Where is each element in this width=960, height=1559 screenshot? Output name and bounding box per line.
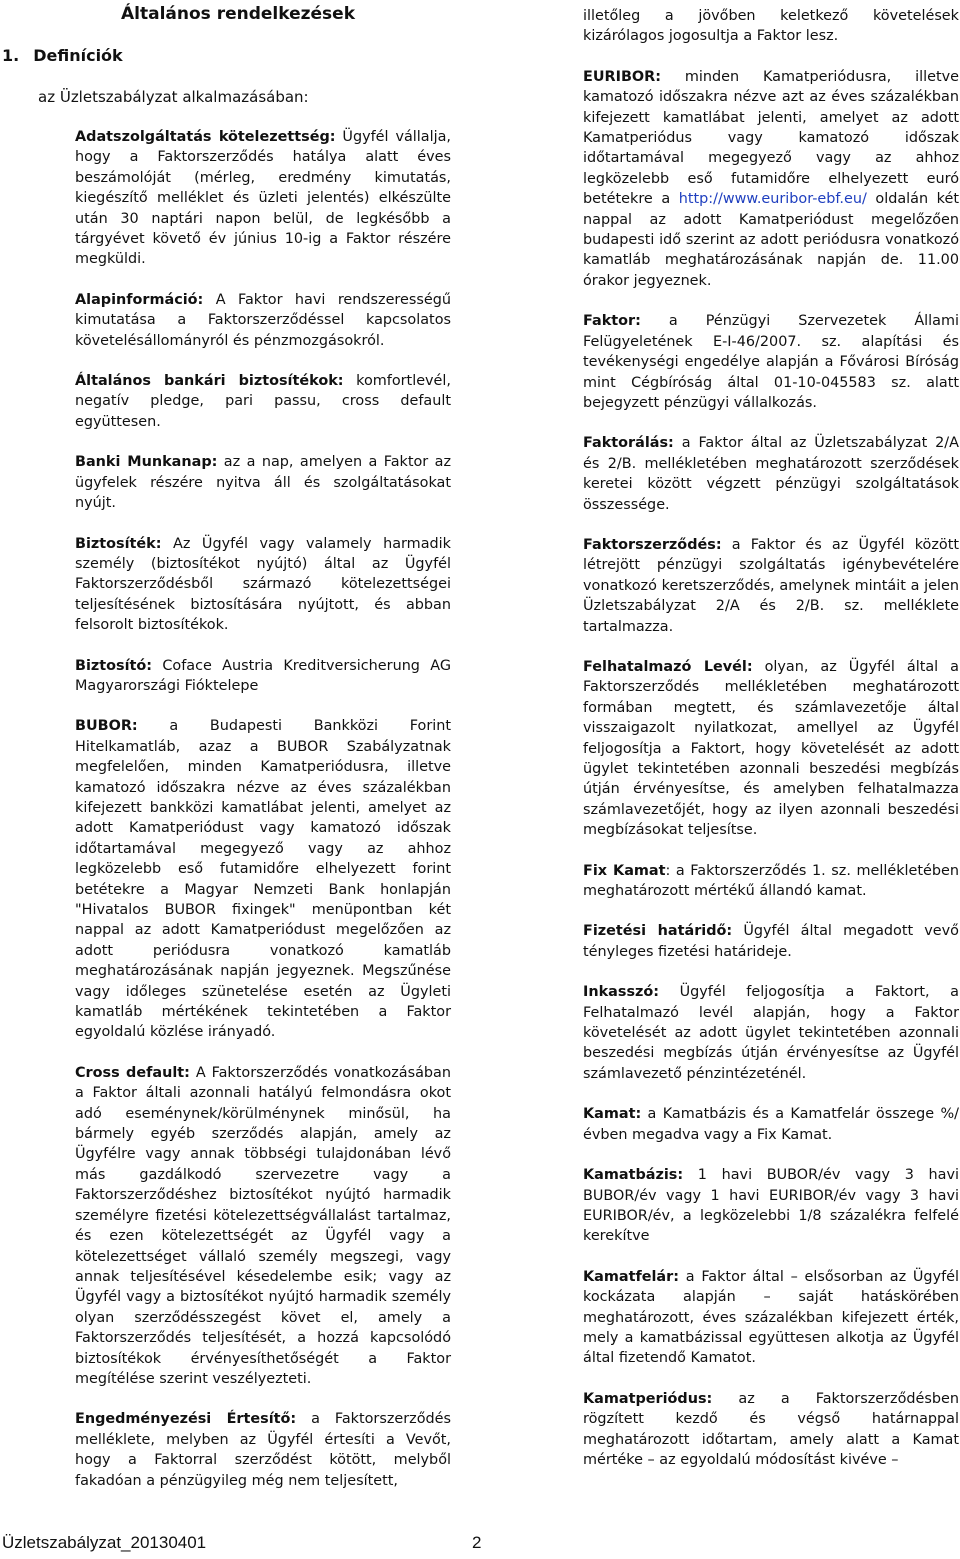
definition-paragraph (75, 656, 451, 697)
definition-text: Ügyfél vállalja, hogy a Faktorszerződés hatálya alatt éves beszámolóját (mérleg, eredmény kimutatás, kiegészítő melléklet és üzleti jelentés) elkészülte után 30 naptári napon belül, de legkésőbb a tárgyévet követő év június 10-ig a Faktor részére megküldi. (75, 129, 451, 268)
definition-text: Ügyfél feljogosítja a Faktort, a Felhatalmazó levél alapján, hogy a Faktor követelését az adott ügylet tekintetében azonnali beszedési megbízás útján érvényesítse az Ügyfél számlavezető pénzintézeténél. (583, 984, 959, 1082)
definition-paragraph (583, 67, 959, 291)
definition-text: a Faktor által az Üzletszabályzat 2/A és 2/B. mellékletében meghatározott szerződések keretei között végzett pénzügyi szolgáltatások összessége. (583, 435, 959, 513)
definition-text: A Faktor havi rendszerességű kimutatása a Faktorszerződéssel kapcsolatos követelésállományról és pénzmozgásokról. (75, 291, 451, 349)
definition-paragraph (583, 311, 959, 413)
definition-text: a Faktor és az Ügyfél között létrejött pénzügyi szolgáltatás igénybevételére vonatkozó keretszerződés, amelynek mintáit a jelen Üzletszabályzat 2/A és 2/B. sz. melléklete tartalmazza. (583, 536, 959, 635)
definition-text: : a Faktorszerződés 1. sz. mellékletében meghatározott mértékű állandó kamat. (583, 862, 959, 900)
definition-text: minden Kamatperiódusra, illetve kamatozó időszakra nézve azt az éves százalékban kifejezett kamatlábat jelenti, amelyet az adott Kamatperiódus vagy kamatozó időszak időtartamával megegyező vagy az ahhoz legközelebb eső futamidőre elhelyezett euró betétekre a (583, 68, 959, 208)
definition-paragraph (583, 433, 959, 515)
definition-term: Általános bankári biztosítékok: (75, 373, 344, 390)
section-heading (2, 46, 123, 65)
definition-term: Kamatbázis: (583, 1167, 684, 1184)
continuation-paragraph: illetőleg a jövőben keletkező követelések kizárólagos jogosultja a Faktor lesz. (583, 8, 959, 45)
left-column (75, 127, 451, 1491)
definition-text: Coface Austria Kreditversicherung AG Magyarországi Fióktelepe (75, 657, 451, 694)
definition-term: Banki Munkanap: (75, 454, 218, 471)
definition-term: Fizetési határidő: (583, 923, 733, 940)
definition-term: Felhatalmazó Levél: (583, 658, 753, 675)
definition-paragraph (75, 716, 451, 1043)
definition-text: olyan, az Ügyfél által a Faktorszerződés mellékletében meghatározott formában megtett, és számlavezetője által visszaigazolt nyilatkozat, amellyel az Ügyfél feljogosítja a Faktort, hogy követelését az adott ügylet tekintetében azonnali beszedési megbízás útján érvényesítse, és amelyben felhatalmazza számlavezetőjét, hogy az ilyen azonnali beszedési megbízásokat teljesítse. (583, 658, 960, 839)
definition-paragraph (75, 1063, 451, 1390)
definition-text: a Faktor által – elsősorban az Ügyfél kockázata alapján – saját hatáskörében meghatározott, éves százalékban kifejezett érték, mely a kamatbázissal együttesen alkotja az Ügyfél által fizetendő Kamatot. (583, 1268, 959, 1367)
definition-text: 1 havi BUBOR/év vagy 3 havi BUBOR/év vagy 1 havi EURIBOR/év vagy 3 havi EURIBOR/év, a legközelebbi 1/8 százalékra felfelé kerekítve (583, 1167, 959, 1245)
definition-paragraph (583, 1104, 959, 1145)
definition-text: az a Faktorszerződésben rögzített kezdő és végső határnappal meghatározott időtartam, amely alatt a Kamat mértéke – az egyoldalú módosítást kivéve – (583, 1390, 959, 1468)
definition-term: BUBOR: (75, 718, 138, 735)
euribor-link[interactable]: http://www.euribor-ebf.eu/ (678, 191, 867, 208)
definition-term: Cross default: (75, 1064, 190, 1081)
definition-paragraph (75, 1409, 451, 1491)
definition-paragraph (75, 290, 451, 351)
definition-paragraph (583, 982, 959, 1084)
footer-document-id: Üzletszabályzat_20130401 (2, 1533, 207, 1552)
definition-paragraph (75, 127, 451, 270)
definition-term: Inkasszó: (583, 984, 660, 1001)
definition-term: Kamatfelár: (583, 1268, 679, 1285)
definition-term: Engedményezési Értesítő: (75, 1411, 297, 1428)
definition-text: Ügyfél által megadott vevő tényleges fizetési határideje. (583, 923, 959, 960)
section-number: 1. (2, 46, 20, 65)
definition-paragraph (583, 861, 959, 902)
definition-paragraph (583, 657, 959, 841)
definition-paragraph (583, 1389, 959, 1471)
section-title: Definíciók (33, 46, 123, 65)
definition-term: Biztosító: (75, 657, 153, 674)
definition-paragraph (583, 1267, 959, 1369)
definition-term: Biztosíték: (75, 535, 162, 552)
page-number: 2 (472, 1533, 482, 1552)
definition-paragraph (75, 534, 451, 636)
definition-term: Alapinformáció: (75, 291, 204, 308)
intro-text: az Üzletszabályzat alkalmazásában: (38, 88, 309, 106)
definition-text: az a nap, amelyen a Faktor az ügyfelek részére nyitva áll és szolgáltatásokat nyújt. (75, 454, 451, 512)
definition-term: Kamatperiódus: (583, 1390, 713, 1407)
definition-term: EURIBOR: (583, 68, 661, 85)
definition-text: komfortlevél, negatív pledge, pari passu, cross default együttesen. (75, 373, 451, 430)
document-heading: Általános rendelkezések (121, 4, 355, 24)
definition-text: A Faktorszerződés vonatkozásában a Faktor általi azonnali hatályú felmondásra okot adó eseménynek/körülménynek minősül, ha bármely egyéb szerződés alapján, amely az Ügyfélre vagy annak többségi tulajdonában lévő más gazdálkodó szervezetre vagy a Faktorszerződéshez biztosítékot nyújtó harmadik személyre fizetési kötelezettségvállalást tartalmaz, és ezen kötelezettségét az Ügyfél vagy a kötelezettséget vállaló személy megszegi, vagy annak teljesítésével késedelembe esik; vagy az Ügyfél vagy a biztosítékot nyújtó harmadik személy olyan szerződésszegést követ el, amely a Faktorszerződés teljesítését, a hozzá kapcsolódó biztosítékok érvényesíthetőségét a Faktor megítélése szerint veszélyezteti. (75, 1064, 452, 1387)
definition-term: Fix Kamat (583, 862, 666, 879)
definition-text: a Kamatbázis és a Kamatfelár összege %/évben megadva vagy a Fix Kamat. (583, 1106, 959, 1143)
definition-text: a Faktorszerződés melléklete, melyben az Ügyfél értesíti a Vevőt, hogy a Faktorral szerződést kötött, melyből fakadóan a pénzügyileg még nem teljesített, (75, 1411, 451, 1489)
definition-paragraph (75, 452, 451, 513)
definition-paragraph (583, 1165, 959, 1247)
definition-term: Kamat: (583, 1106, 642, 1123)
definition-term: Faktor: (583, 313, 641, 330)
definition-term: Faktorálás: (583, 435, 674, 452)
definition-paragraph (583, 921, 959, 962)
definition-text: Az Ügyfél vagy valamely harmadik személy (biztosítékot nyújtó) által az Ügyfél Faktorszerződésből származó kötelezettségei teljesítésének biztosítására nyújtott, és abban felsorolt biztosítékok. (75, 535, 451, 634)
definition-term: Faktorszerződés: (583, 536, 722, 553)
definition-text: a Pénzügyi Szervezetek Állami Felügyeletének E-I-46/2007. sz. alapítási és tevékenységi engedélye alapján a Fővárosi Bíróság mint Cégbíróság által 01-10-045583 sz. alatt bejegyzett pénzügyi vállalkozás. (583, 313, 959, 411)
definition-paragraph (75, 371, 451, 432)
right-column (583, 6, 959, 1470)
definition-term: Adatszolgáltatás kötelezettség: (75, 129, 336, 145)
definition-paragraph (583, 535, 959, 637)
definition-text: a Budapesti Bankközi Forint Hitelkamatláb, azaz a BUBOR Szabályzatnak megfelelően, minden Kamatperiódusra, illetve kamatozó időszakra nézve az éves százalékban kifejezett bankközi kamatlábat jelenti, amelyet az adott Kamatperiódust vagy kamatozó időszak időtartamával megegyező vagy az ahhoz legközelebb eső futamidőre elhelyezett forint betétekre a Magyar Nemzeti Bank honlapján "Hivatalos BUBOR fixingek" menüpontban két nappal az adott Kamatperiódust megelőzően az adott periódusra vonatkozó kamatláb meghatározásának napján jegyeznek. Megszűnése vagy időleges szünetelése esetén az Ügyleti kamatláb mértékének tekintetében a Faktor egyoldalú közlése irányadó. (75, 718, 451, 1041)
definition-text: oldalán két nappal az adott Kamatperiódust megelőzően budapesti idő szerint az adott periódusra vonatkozó kamatláb meghatározásának napján de. 11.00 órakor jegyeznek. (583, 191, 959, 289)
